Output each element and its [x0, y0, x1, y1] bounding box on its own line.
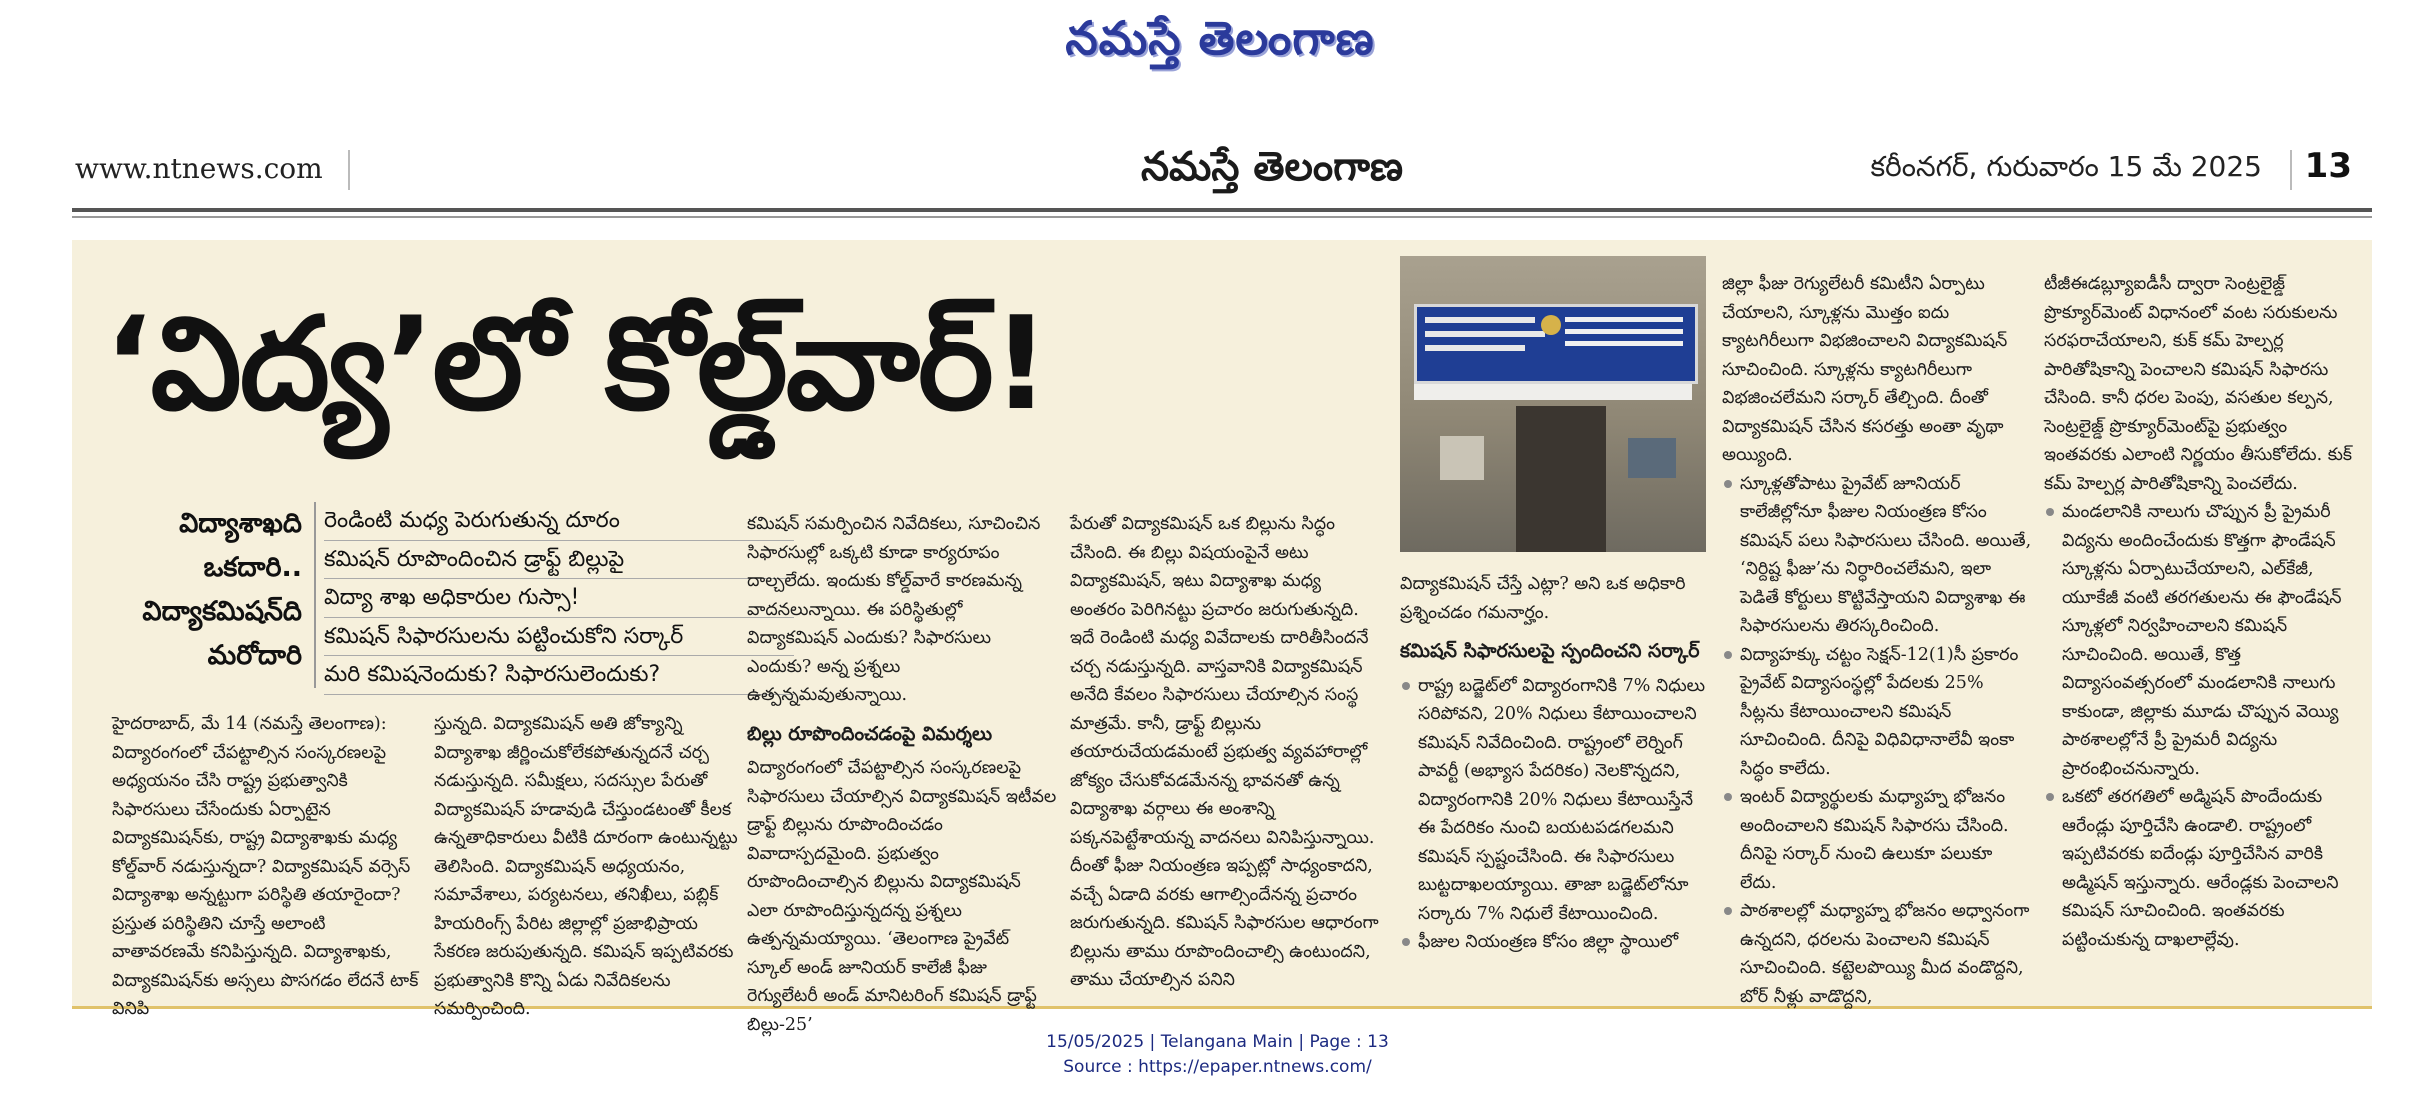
sign-text [1425, 345, 1525, 351]
sign-text [1565, 317, 1683, 322]
kicker-line: విద్యాకమిషన్‌ది [142, 596, 302, 627]
site-url[interactable]: www.ntnews.com [75, 152, 323, 185]
bullet-point: స్కూళ్లతోపాటు ప్రైవేట్ జూనియర్ కాలేజీల్లోనూ ఫీజుల నియంత్రణ కోసం కమిషన్ పలు సిఫారసులు చేసింది. అయితే, ‘నిర్దిష్ట ఫీజు’ను నిర్ధారించలేమని, ఇలా పెడితే కోర్టులు కొట్టివేస్తాయని విద్యాశాఖ ఈ సిఫారసులను తిరస్కరించింది. [1722, 470, 2032, 641]
article [72, 240, 2372, 1035]
footer-edition: 15/05/2025 | Telangana Main | Page : 13 [1046, 1032, 1389, 1052]
kicker-line: విద్యాశాఖది [179, 508, 302, 539]
bullet-point: మండలానికి నాలుగు చొప్పున ప్రీ ప్రైమరీ విద్యను అందించేందుకు కొత్తగా ఫౌండేషన్ స్కూళ్లను ఏర్పాటుచేయాలని, ఎల్‌కేజీ, యూకేజీ వంటి తరగతులను ఈ ఫౌండేషన్ స్కూళ్లలో నిర్వహించాలని కమిషన్ సూచించింది. అయితే, కొత్త విద్యాసంవత్సరంలో మండలానికి నాలుగు కాకుండా, జిల్లాకు మూడు చొప్పున వెయ్యి పాఠశాలల్లోనే ప్రీ ప్రైమరీ విద్యను ప్రారంభించనున్నారు. [2044, 498, 2354, 783]
deck-line: మరి కమిషనెందుకు? సిఫారసులెందుకు? [324, 656, 794, 695]
page-number: 13 [2304, 146, 2352, 186]
top-logo: నమస్తే తెలంగాణ [1065, 11, 1375, 65]
signboard [1414, 304, 1698, 384]
sign-strip [1414, 384, 1692, 400]
body-text: విద్యారంగంలో చేపట్టాల్సిన సంస్కరణలపై సిఫారసులు చేయాల్సిన విద్యాకమిషన్ ఇటీవల డ్రాఫ్ట్ బిల్లును రూపొందించడం వివాదాస్పదమైంది. ప్రభుత్వం రూపొందించాల్సిన బిల్లును విద్యాకమిషన్ ఎలా రూపొందిస్తున్నదన్న ప్రశ్నలు ఉత్పన్నమయ్యాయి. ‘తెలంగాణ ప్రైవేట్ స్కూల్ అండ్ జూనియర్ కాలేజీ ఫీజు రెగ్యులేటరీ అండ్ మానిటరింగ్ కమిషన్ డ్రాఫ్ట్ బిల్లు-25’ [747, 758, 1057, 1035]
deck-line: కమిషన్ సిఫారసులను పట్టించుకోని సర్కార్ [324, 618, 794, 657]
body-text: స్తున్నది. విద్యాకమిషన్ అతి జోక్యాన్ని విద్యాశాఖ జీర్ణించుకోలేకపోతున్నదనే చర్చ నడుస్తున్నది. సమీక్షలు, సదస్సుల పేరుతో విద్యాకమిషన్ హడావుడి చేస్తుండటంతో కీలక ఉన్నతాధికారులు వీటికి దూరంగా ఉంటున్నట్టు తెలిసింది. విద్యాకమిషన్ అధ్యయనం, సమావేశాలు, పర్యటనలు, తనిఖీలు, పబ్లిక్ హియరింగ్స్ పేరిట జిల్లాల్లో ప్రజాభిప్రాయ సేకరణ జరుపుతున్నది. కమిషన్ ఇప్పటివరకు ప్రభుత్వానికి కొన్ని ఏడు నివేదికలను సమర్పించింది. [434, 714, 738, 1019]
bullet-point: ఫీజుల నియంత్రణ కోసం జిల్లా స్థాయిలో [1400, 928, 1706, 957]
kicker-line: ఒకదారి.. [203, 552, 302, 583]
deck-line: కమిషన్ రూపొందించిన డ్రాఫ్ట్ బిల్లుపై [324, 541, 794, 580]
header-rule [72, 216, 2372, 218]
bullet-point: విద్యాహక్కు చట్టం సెక్షన్-12(1)సీ ప్రకారం ప్రైవేట్ విద్యాసంస్థల్లో పేదలకు 25% సీట్లను కేటాయించాలని కమిషన్ సూచించింది. దీనిపై విధివిధానాలేవీ ఇంకా సిద్ధం కాలేదు. [1722, 641, 2032, 784]
poster [1628, 438, 1676, 478]
sign-text [1425, 317, 1535, 323]
bullet-point: ఇంటర్ విద్యార్థులకు మధ్యాహ్న భోజనం అందించాలని కమిషన్ సిఫారసు చేసింది. దీనిపై సర్కార్ నుంచి ఉలుకూ పలుకూ లేదు. [1722, 783, 2032, 897]
sign-text [1565, 341, 1683, 346]
footer-source-link[interactable]: Source : https://epaper.ntnews.com/ [1063, 1057, 1372, 1077]
page-footer [0, 1030, 2435, 1080]
subheading: బిల్లు రూపొందించడంపై విమర్శలు [747, 722, 993, 745]
article-column-7 [2044, 270, 2354, 1000]
divider [348, 150, 350, 190]
sign-text [1565, 329, 1683, 334]
article-column-3 [747, 510, 1057, 1035]
kicker-line: మరోదారి [207, 640, 302, 671]
article-column-5 [1400, 570, 1706, 1000]
body-text: టీజీఈడబ్ల్యూఐడీసీ ద్వారా సెంట్రలైజ్డ్ ప్రొక్యూర్‌మెంట్ విధానంలో వంట సరుకులను సరఫరాచేయాలని, కుక్ కమ్ హెల్పర్ల పారితోషికాన్ని పెంచాలని కమిషన్ సిఫారసు చేసింది. కానీ ధరల పెంపు, వసతుల కల్పన, సెంట్రలైజ్డ్ ప్రొక్యూర్‌మెంట్‌పై ప్రభుత్వం ఇంతవరకు ఎలాంటి నిర్ణయం తీసుకోలేదు. కుక్ కమ్ హెల్పర్ల పారితోషికాన్ని పెంచలేదు. [2044, 274, 2353, 494]
emblem-icon [1541, 315, 1561, 335]
article-column-6 [1722, 270, 2032, 1007]
kicker [92, 502, 302, 678]
article-column-1 [112, 710, 422, 1019]
dateline: కరీంనగర్, గురువారం 15 మే 2025 [1870, 150, 2262, 183]
divider [2290, 150, 2292, 190]
divider [314, 502, 316, 688]
doorway [1516, 406, 1606, 552]
sign-text [1425, 331, 1545, 337]
bullet-point: పాఠశాలల్లో మధ్యాహ్న భోజనం అధ్వానంగా ఉన్నదని, ధరలను పెంచాలని కమిషన్ సూచించింది. కట్టెలపొయ్యి మీద వండొద్దని, బోర్ నీళ్లు వాడొద్దని, [1722, 897, 2032, 1011]
body-text: కమిషన్ సమర్పించిన నివేదికలు, సూచించిన సిఫారసుల్లో ఒక్కటి కూడా కార్యరూపం దాల్చలేదు. ఇందుకు కోల్డ్‌వారే కారణమన్న వాదనలున్నాయి. ఈ పరిస్థితుల్లో విద్యాకమిషన్ ఎందుకు? సిఫారసులు ఎందుకు? అన్న ప్రశ్నలు ఉత్పన్నమవుతున్నాయి. [747, 514, 1041, 705]
body-text: జిల్లా ఫీజు రెగ్యులేటరీ కమిటీని ఏర్పాటు చేయాలని, స్కూళ్లను మొత్తం ఐదు క్యాటగిరీలుగా విభజించాలని విద్యాకమిషన్ సూచించింది. స్కూళ్లను క్యాటగిరీలుగా విభజించలేమని సర్కార్ తేల్చింది. దీంతో విద్యాకమిషన్ చేసిన కసరత్తు అంతా వృథా అయ్యింది. [1722, 274, 2008, 465]
header-rule [72, 208, 2372, 212]
headline: ‘విద్య’లో కోల్డ్‌వార్! [104, 290, 1049, 439]
body-text: పేరుతో విద్యాకమిషన్ ఒక బిల్లును సిద్ధం చేసింది. ఈ బిల్లు విషయంపైనే అటు విద్యాకమిషన్, ఇటు విద్యాశాఖ మధ్య అంతరం పెరిగినట్టు ప్రచారం జరుగుతున్నది. ఇదే రెండింటి మధ్య వివేదాలకు దారితీసిందనే చర్చ నడుస్తున్నది. వాస్తవానికి విద్యాకమిషన్ అనేది కేవలం సిఫారసులు చేయాల్సిన సంస్థ మాత్రమే. కానీ, డ్రాఫ్ట్ బిల్లును తయారుచేయడమంటే ప్రభుత్వ వ్యవహారాల్లో జోక్యం చేసుకోవడమేనన్న భావనతో ఉన్న విద్యాశాఖ వర్గాలు ఈ అంశాన్ని పక్కనపెట్టేశాయన్న వాదనలు వినిపిస్తున్నాయి. దీంతో ఫీజు నియంత్రణ ఇప్పట్లో సాధ్యంకాదని, వచ్చే ఏడాది వరకు ఆగాల్సిందేనన్న ప్రచారం జరుగుతున్నది. కమిషన్ సిఫారసుల ఆధారంగా బిల్లును తాము రూపొందించాల్సి ఉంటుందని, తాము చేయాల్సిన పనిని [1070, 514, 1379, 990]
article-photo [1400, 256, 1706, 552]
deck-line: విద్యా శాఖ అధికారుల గుస్సా! [324, 579, 794, 618]
deck-line: రెండింటి మధ్య పెరుగుతున్న దూరం [324, 502, 794, 541]
deck [324, 502, 794, 695]
bullet-point: ఒకటో తరగతిలో అడ్మిషన్ పొందేందుకు ఆరేండ్లు పూర్తిచేసి ఉండాలి. రాష్ట్రంలో ఇప్పటివరకు ఐదేండ్లు పూర్తిచేసిన వారికి అడ్మిషన్ ఇస్తున్నారు. ఆరేండ్లకు పెంచాలని కమిషన్ సూచించింది. ఇంతవరకు పట్టించుకున్న దాఖలాల్లేవు. [2044, 783, 2354, 954]
bullet-point: రాష్ట్ర బడ్జెట్‌లో విద్యారంగానికి 7% నిధులు సరిపోవని, 20% నిధులు కేటాయించాలని కమిషన్ నివేదించింది. రాష్ట్రంలో లెర్నింగ్ పావర్టీ (అభ్యాస పేదరికం) నెలకొన్నదని, విద్యారంగానికి 20% నిధులు కేటాయిస్తేనే ఈ పేదరికం నుంచి బయటపడగలమని కమిషన్ స్పష్టంచేసింది. ఈ సిఫారసులు బుట్టదాఖలయ్యాయి. తాజా బడ్జెట్‌లోనూ సర్కారు 7% నిధులే కేటాయించింది. [1400, 672, 1706, 929]
article-column-4 [1070, 510, 1382, 1000]
masthead-logo: నమస్తే తెలంగాణ [1140, 144, 1404, 190]
masthead [72, 140, 2372, 200]
photo-caption: విద్యాకమిషన్ చేస్తే ఎట్లా? అని ఒక అధికారి ప్రశ్నించడం గమనార్హం. [1400, 574, 1686, 623]
subheading: కమిషన్ సిఫారసులపై స్పందించని సర్కార్ [1400, 640, 1700, 662]
body-text: హైదరాబాద్, మే 14 (నమస్తే తెలంగాణ): విద్యారంగంలో చేపట్టాల్సిన సంస్కరణలపై అధ్యయనం చేసి రాష్ట్ర ప్రభుత్వానికి సిఫారసులు చేసేందుకు ఏర్పాటైన విద్యాకమిషన్‌కు, రాష్ట్ర విద్యాశాఖకు మధ్య కోల్డ్‌వార్ నడుస్తున్నదా? విద్యాకమిషన్ వర్సెస్ విద్యాశాఖ అన్నట్టుగా పరిస్థితి తయారైందా? ప్రస్తుత పరిస్థితిని చూస్తే అలాంటి వాతావరణమే కనిపిస్తున్నది. విద్యాశాఖకు, విద్యాకమిషన్‌కు అస్సలు పొసగడం లేదనే టాక్ వినిపి [112, 714, 419, 1019]
poster [1440, 436, 1484, 480]
article-column-2 [434, 710, 744, 1019]
